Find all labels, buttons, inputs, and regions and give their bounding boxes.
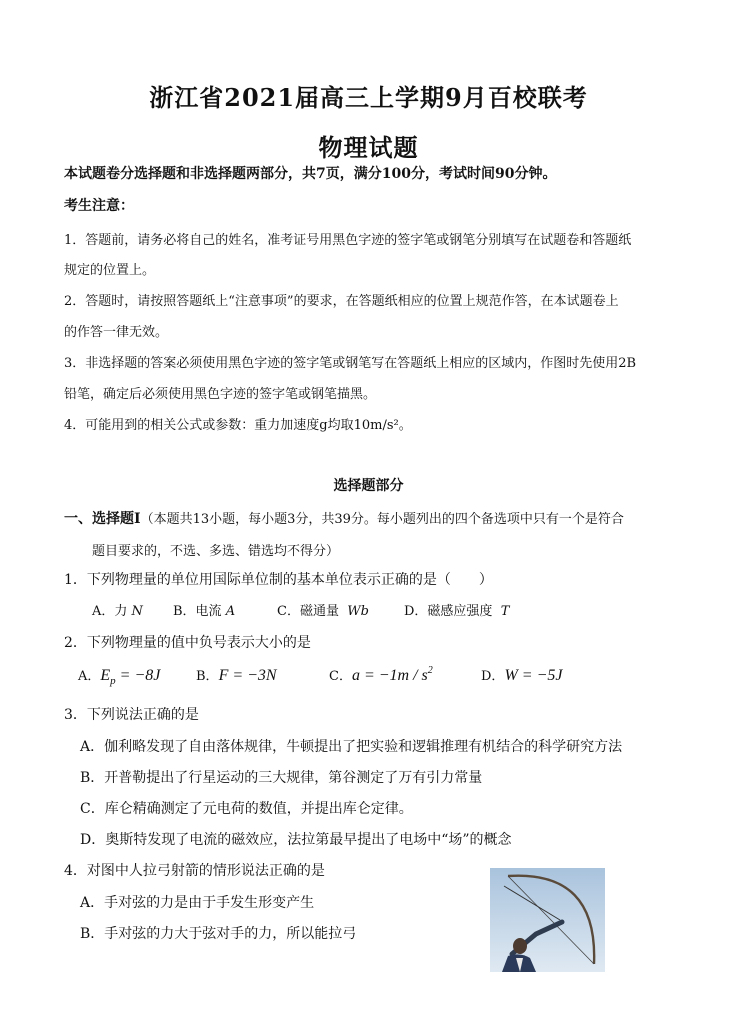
notice-line: 规定的位置上。 [64, 263, 156, 278]
q1-a-label: A．力 [92, 604, 128, 619]
q1-option-d [404, 600, 509, 619]
section-title: 选择题部分 [333, 478, 404, 494]
q3-option-d: D．奥斯特发现了电流的磁效应，法拉第最早提出了电场中“场”的概念 [80, 832, 512, 848]
q1-d-unit: T [500, 604, 510, 619]
part1-heading [64, 508, 624, 528]
q4-option-a: A．手对弦的力是由于手发生形变产生 [80, 895, 315, 911]
q2-c-label: C． [329, 669, 352, 684]
q1-d-label: D．磁感应强度 [404, 604, 493, 619]
q2-option-b [196, 665, 277, 685]
q3-option-a: A．伽利略发现了自由落体规律，牛顿提出了把实验和逻辑推理有机结合的科学研究方法 [80, 739, 623, 755]
part1-label: 一、选择题Ⅰ [64, 511, 141, 527]
q2-c-expr: a = −1m / s [351, 667, 428, 684]
part1-desc-line2: 题目要求的，不选、多选、错选均不得分） [92, 544, 340, 559]
q3-option-b: B．开普勒提出了行星运动的三大规律，第谷测定了万有引力常量 [80, 770, 483, 786]
q1-c-label: C．磁通量 [277, 604, 339, 619]
notice-line: 3．非选择题的答案必须使用黑色字迹的签字笔或钢笔写在答题纸上相应的区域内，作图时先使用2B [64, 356, 637, 371]
notice-line: 2．答题时，请按照答题纸上“注意事项”的要求，在答题纸相应的位置上规范作答，在本试题卷上 [64, 294, 619, 309]
q2-stem: 2．下列物理量的值中负号表示大小的是 [64, 635, 311, 651]
q2-a-value: = −8J [115, 667, 161, 684]
q1-b-label: B．电流 [173, 604, 222, 619]
archer-image [490, 868, 605, 972]
exam-subtitle: 物理试题 [318, 133, 419, 162]
q3-stem: 3．下列说法正确的是 [64, 707, 199, 723]
q1-a-unit: N [131, 604, 143, 619]
notice-line: 1．答题前，请务必将自己的姓名，准考证号用黑色字迹的签字笔或钢笔分别填写在试题卷和答题纸 [64, 233, 632, 248]
q2-option-a [78, 665, 160, 687]
q4-stem: 4．对图中人拉弓射箭的情形说法正确的是 [64, 863, 325, 879]
q2-a-symbol: E [100, 667, 111, 684]
q2-c-exponent: 2 [427, 665, 433, 676]
notice-line: 4．可能用到的相关公式或参数：重力加速度g均取10m/s²。 [64, 418, 412, 433]
q2-b-label: B． [196, 669, 219, 684]
q2-b-expr: F = −3N [218, 667, 277, 684]
intro-text: 本试题卷分选择题和非选择题两部分，共7页，满分100分，考试时间90分钟。 [64, 166, 557, 182]
q1-c-unit: Wb [347, 604, 369, 619]
q1-option-c [277, 600, 369, 619]
notice-heading: 考生注意： [64, 198, 134, 214]
notice-line: 的作答一律无效。 [64, 325, 169, 340]
q2-d-expr: W = −5J [504, 667, 563, 684]
q1-b-unit: A [225, 604, 236, 619]
part1-desc: （本题共13小题，每小题3分，共39分。每小题列出的四个备选项中只有一个是符合 [140, 512, 624, 527]
q1-option-a [92, 600, 143, 619]
q2-d-label: D． [481, 669, 505, 684]
q2-a-subscript: p [110, 675, 116, 687]
q2-option-c [329, 665, 433, 685]
q1-option-b [173, 600, 235, 619]
q2-a-label: A． [78, 669, 101, 684]
q3-option-c: C．库仑精确测定了元电荷的数值，并提出库仑定律。 [80, 801, 413, 817]
notice-line: 铅笔，确定后必须使用黑色字迹的签字笔或钢笔描黑。 [64, 387, 377, 402]
exam-title: 浙江省2021届高三上学期9月百校联考 [149, 83, 588, 112]
q1-stem: 1．下列物理量的单位用国际单位制的基本单位表示正确的是（ ） [64, 572, 493, 588]
q2-option-d [481, 665, 562, 685]
q4-option-b: B．手对弦的力大于弦对手的力，所以能拉弓 [80, 926, 357, 942]
